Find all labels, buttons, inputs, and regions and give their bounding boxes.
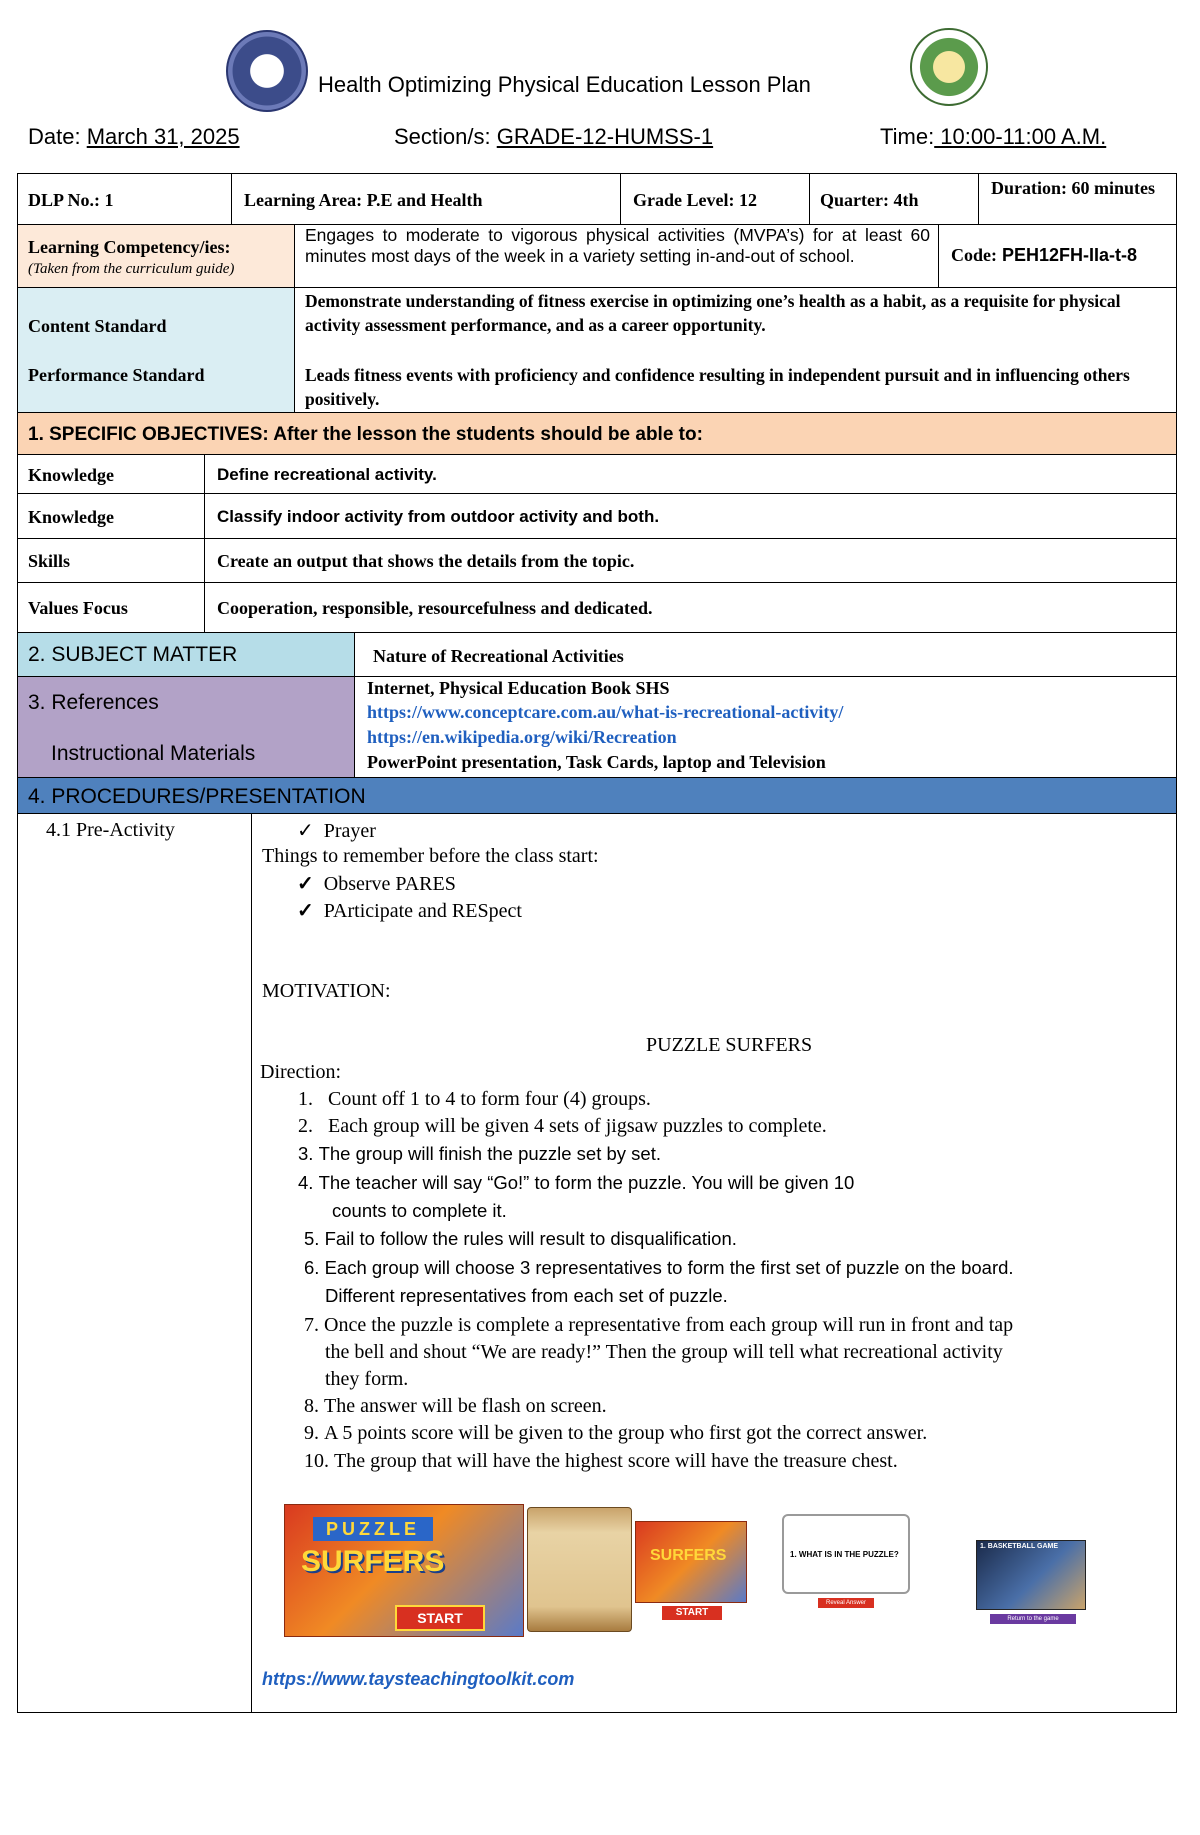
performance-standard-label: Performance Standard	[28, 365, 205, 385]
step-number: 2.	[298, 1115, 313, 1137]
grade-level: Grade Level: 12	[633, 190, 757, 210]
step-number: 5.	[304, 1228, 320, 1249]
objective-label: Knowledge	[28, 465, 115, 485]
date-field	[28, 124, 240, 150]
reference-link[interactable]: https://www.conceptcare.com.au/what-is-recreational-activity/	[367, 702, 844, 722]
subject-matter-heading-cell	[17, 632, 355, 677]
direction-scroll-slide	[527, 1507, 632, 1632]
direction-label: Direction:	[260, 1061, 342, 1083]
thumb-puzzle-label: PUZZLE	[313, 1517, 433, 1541]
objective-text: Cooperation, responsible, resourcefulness and dedicated.	[217, 598, 653, 618]
step-text: Fail to follow the rules will result to disqualification.	[324, 1228, 737, 1249]
objectives-heading: 1. SPECIFIC OBJECTIVES: After the lesson the students should be able to:	[28, 424, 703, 445]
references-heading-cell	[17, 676, 355, 778]
thumb-start-small: START	[662, 1606, 722, 1620]
objective-label: Knowledge	[28, 507, 115, 527]
direction-step	[304, 1257, 1014, 1279]
prayer-item	[297, 818, 376, 843]
objective-label: Values Focus	[28, 598, 128, 618]
thumb-return-to-game: Return to the game	[990, 1614, 1076, 1624]
game-title: PUZZLE SURFERS	[646, 1034, 813, 1056]
direction-step	[304, 1450, 898, 1473]
question-puzzle-slide	[782, 1514, 910, 1594]
subject-matter-text-cell	[354, 632, 1177, 677]
date-value: March 31, 2025	[86, 124, 240, 149]
dlp-cell	[17, 173, 232, 225]
check-icon: ✓	[297, 820, 314, 842]
direction-step	[304, 1314, 1013, 1337]
participate-item	[297, 898, 522, 923]
procedures-heading-bar	[17, 777, 1177, 814]
procedures-heading: 4. PROCEDURES/PRESENTATION	[28, 785, 366, 808]
section-label: Section/s:	[394, 124, 491, 149]
objective-row	[17, 454, 205, 494]
school-seal-right	[910, 28, 988, 106]
thumb-question: 1. WHAT IS IN THE PUZZLE?	[790, 1550, 899, 1559]
pre-activity-label: 4.1 Pre-Activity	[46, 819, 175, 841]
step-number: 4.	[298, 1172, 314, 1193]
direction-step	[298, 1143, 661, 1165]
objective-text: Classify indoor activity from outdoor activity and both.	[217, 507, 660, 526]
section-field	[394, 124, 713, 150]
step-number: 6.	[304, 1257, 320, 1278]
direction-step	[304, 1422, 927, 1445]
standards-text-cell	[294, 287, 1177, 413]
puzzle-surfers-title-slide	[284, 1504, 524, 1637]
step-continuation: they form.	[325, 1368, 409, 1390]
objective-row	[204, 538, 1177, 583]
credit-link[interactable]: https://www.taysteachingtoolkit.com	[262, 1669, 575, 1689]
basketball-answer-slide	[976, 1540, 1086, 1610]
direction-step	[298, 1172, 854, 1194]
objective-row	[17, 493, 205, 539]
step-text: Each group will choose 3 representatives to form the first set of puzzle on the board.	[324, 1257, 1014, 1278]
objective-text: Define recreational activity.	[217, 465, 437, 484]
section-value: GRADE-12-HUMSS-1	[496, 124, 714, 149]
direction-step	[304, 1228, 737, 1250]
direction-step	[298, 1088, 651, 1111]
duration: Duration: 60 minutes	[991, 178, 1156, 198]
observe-text: Observe PARES	[323, 873, 456, 895]
school-seal-left	[226, 30, 308, 112]
step-text: Count off 1 to 4 to form four (4) groups.	[328, 1088, 651, 1110]
quarter-cell	[809, 173, 979, 225]
objective-row	[204, 582, 1177, 633]
time-field	[880, 124, 1106, 150]
pre-activity-cell	[17, 813, 252, 1713]
performance-standard-text: Leads fitness events with proficiency and confidence resulting in independent pursuit and in influencing others positively.	[305, 365, 1130, 409]
code-value: PEH12FH-IIa-t-8	[1002, 245, 1138, 265]
objectives-heading-bar	[17, 412, 1177, 455]
step-continuation: counts to complete it.	[332, 1200, 507, 1221]
learning-area-cell	[231, 173, 621, 225]
date-label: Date:	[28, 124, 81, 149]
subject-matter-text: Nature of Recreational Activities	[373, 646, 624, 666]
reference-line: PowerPoint presentation, Task Cards, laptop and Television	[367, 752, 826, 772]
reference-link[interactable]: https://en.wikipedia.org/wiki/Recreation	[367, 727, 677, 747]
check-icon: ✓	[297, 873, 314, 895]
step-number: 1.	[298, 1088, 313, 1110]
grade-level-cell	[620, 173, 810, 225]
prayer-text: Prayer	[323, 820, 376, 842]
step-number: 9.	[304, 1422, 319, 1444]
duration-cell	[978, 173, 1177, 225]
step-number: 3.	[298, 1143, 314, 1164]
participate-text: PArticipate and RESpect	[323, 900, 522, 922]
objective-row	[204, 454, 1177, 494]
competency-code	[951, 245, 1137, 266]
competency-label-cell	[17, 224, 295, 288]
step-number: 7.	[304, 1314, 319, 1336]
quarter: Quarter: 4th	[820, 190, 919, 210]
lesson-plan-title: Health Optimizing Physical Education Lesson Plan	[318, 72, 811, 97]
objective-row	[17, 582, 205, 633]
objective-row	[17, 538, 205, 583]
thumb-surfers-small-label: SURFERS	[650, 1547, 727, 1564]
step-number: 10.	[304, 1450, 329, 1472]
references-text-cell	[354, 676, 1177, 778]
reference-line: Internet, Physical Education Book SHS	[367, 678, 670, 698]
thumb-reveal-answer: Reveal Answer	[818, 1598, 874, 1608]
dlp-number: DLP No.: 1	[28, 190, 114, 210]
time-label: Time:	[880, 124, 935, 149]
subject-matter-heading: 2. SUBJECT MATTER	[28, 643, 238, 666]
learning-area: Learning Area: P.E and Health	[244, 190, 483, 210]
pre-activity-content-cell	[251, 813, 1177, 1713]
step-text: The teacher will say “Go!” to form the puzzle. You will be given 10	[318, 1172, 855, 1193]
instructional-materials-label: Instructional Materials	[51, 742, 256, 765]
step-text: The group that will have the highest score will have the treasure chest.	[334, 1450, 898, 1472]
competency-text: Engages to moderate to vigorous physical activities (MVPA’s) for at least 60 minutes most days of the week in a variety setting in-and-out of school.	[305, 225, 930, 266]
competency-text-cell	[294, 224, 939, 288]
step-text: A 5 points score will be given to the group who first got the correct answer.	[324, 1422, 928, 1444]
step-text: Each group will be given 4 sets of jigsaw puzzles to complete.	[328, 1115, 827, 1137]
content-standard-label: Content Standard	[28, 316, 167, 336]
objective-text: Create an output that shows the details from the topic.	[217, 551, 635, 571]
objective-label: Skills	[28, 551, 71, 571]
step-text: The group will finish the puzzle set by set.	[318, 1143, 661, 1164]
code-label: Code:	[951, 245, 997, 265]
step-continuation: the bell and shout “We are ready!” Then the group will tell what recreational activity	[325, 1341, 1003, 1363]
competency-sublabel: (Taken from the curriculum guide)	[28, 261, 235, 277]
direction-step	[304, 1395, 607, 1418]
puzzle-surfers-small-slide	[635, 1521, 747, 1603]
remember-heading: Things to remember before the class start:	[262, 845, 599, 867]
step-text: The answer will be flash on screen.	[324, 1395, 607, 1417]
motivation-heading: MOTIVATION:	[262, 980, 391, 1002]
step-text: Once the puzzle is complete a representative from each group will run in front and tap	[324, 1314, 1014, 1336]
step-number: 8.	[304, 1395, 319, 1417]
step-continuation: Different representatives from each set of puzzle.	[325, 1285, 728, 1306]
content-standard-text: Demonstrate understanding of fitness exercise in optimizing one’s health as a habit, as a requisite for physical activity assessment performance, and as a career opportunity.	[305, 291, 1121, 335]
references-heading: 3. References	[28, 691, 159, 714]
thumb-basketball: 1. BASKETBALL GAME	[980, 1543, 1059, 1550]
thumb-start-button: START	[395, 1605, 485, 1631]
direction-step	[298, 1115, 827, 1138]
thumb-surfers-label: SURFERS	[301, 1545, 445, 1578]
objective-row	[204, 493, 1177, 539]
time-value: 10:00-11:00 A.M.	[934, 124, 1107, 149]
competency-label: Learning Competency/ies:	[28, 237, 231, 257]
standards-label-cell	[17, 287, 295, 413]
observe-item	[297, 871, 456, 896]
check-icon: ✓	[297, 900, 314, 922]
code-cell	[938, 224, 1177, 288]
